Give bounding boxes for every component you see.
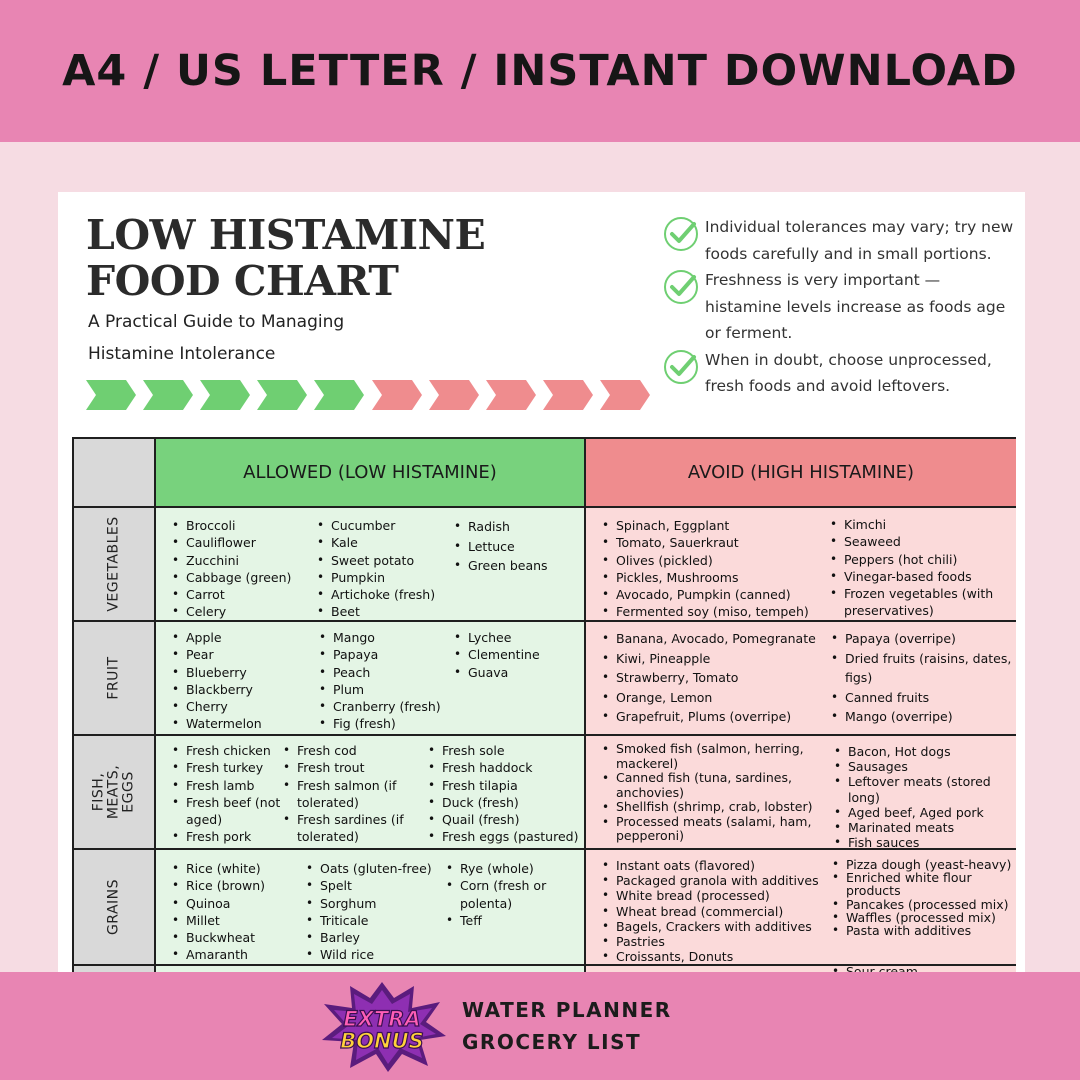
list-item: • Peach xyxy=(317,664,441,681)
table-row-grains xyxy=(74,850,1014,966)
list-item: • Wild rice xyxy=(304,946,432,963)
allowed-list xyxy=(315,517,435,621)
title-line-1: LOW HISTAMINE xyxy=(86,211,486,259)
list-item: • Buckwheat xyxy=(170,929,265,946)
list-item: • Pancakes (processed mix) xyxy=(830,898,1014,911)
list-item: • Wheat bread (commercial) xyxy=(600,904,819,919)
list-item: • Waffles (processed mix) xyxy=(830,911,1014,924)
list-item: • Canned fish (tuna, sardines, anchovies) xyxy=(600,771,815,800)
allowed-list xyxy=(170,742,282,846)
list-item: • Enriched white flour products xyxy=(830,871,1014,897)
list-item: • Shellfish (shrimp, crab, lobster) xyxy=(600,800,815,815)
list-item: • Banana, Avocado, Pomegranate xyxy=(600,629,816,649)
chart-title xyxy=(86,212,506,304)
badge-line-1: EXTRA xyxy=(343,1007,421,1031)
list-item: • Pumpkin xyxy=(315,569,435,586)
list-item: • Carrot xyxy=(170,586,291,603)
avoid-list xyxy=(600,629,816,727)
list-item: • Dried fruits (raisins, dates, figs) xyxy=(829,649,1015,688)
allowed-list xyxy=(452,517,548,576)
list-item: • Cucumber xyxy=(315,517,435,534)
list-item: • Packaged granola with additives xyxy=(600,873,819,888)
badge-line-2: BONUS xyxy=(340,1029,424,1053)
category-cell xyxy=(74,850,156,966)
list-item: • Blackberry xyxy=(170,681,262,698)
list-item: • Avocado, Pumpkin (canned) xyxy=(600,586,809,603)
title-line-2: FOOD CHART xyxy=(86,257,399,305)
category-label: FRUIT xyxy=(105,656,122,700)
list-item: • Fresh turkey xyxy=(170,759,282,776)
list-item: • Cranberry (fresh) xyxy=(317,698,441,715)
list-item: • Kiwi, Pineapple xyxy=(600,649,816,669)
table-row-vegetables xyxy=(74,508,1014,622)
list-item: • Fresh salmon (if tolerated) xyxy=(281,777,424,812)
list-item: • Canned fruits xyxy=(829,688,1015,708)
list-item: • Artichoke (fresh) xyxy=(315,586,435,603)
list-item: • Fresh beef (not aged) xyxy=(170,794,282,829)
list-item: • Zucchini xyxy=(170,552,291,569)
list-item: • Papaya (overripe) xyxy=(829,629,1015,649)
list-item: • Cherry xyxy=(170,698,262,715)
list-item: • Lettuce xyxy=(452,537,548,557)
list-item: • Pastries xyxy=(600,934,819,949)
note-item xyxy=(661,214,1017,267)
list-item: • Fresh eggs (pastured) xyxy=(426,828,578,845)
allowed-list xyxy=(444,860,574,929)
avoid-list xyxy=(600,742,815,844)
list-item: • Fish sauces xyxy=(832,835,1012,850)
avoid-cell xyxy=(586,508,1016,622)
list-item: • Watermelon xyxy=(170,715,262,732)
list-item: • Kimchi xyxy=(828,516,1014,533)
list-item: • Clementine xyxy=(452,646,540,663)
avoid-list xyxy=(829,629,1015,727)
avoid-cell xyxy=(586,736,1016,850)
list-item: • Peppers (hot chili) xyxy=(828,551,1014,568)
list-item: • Celery xyxy=(170,603,291,620)
list-item: • Papaya xyxy=(317,646,441,663)
note-text: Individual tolerances may vary; try new foods carefully and in small portions. xyxy=(705,218,1014,263)
list-item: • Guava xyxy=(452,664,540,681)
list-item: • Sweet potato xyxy=(315,552,435,569)
list-item: • White bread (processed) xyxy=(600,888,819,903)
subtitle-line-2: Histamine Intolerance xyxy=(88,344,276,364)
list-item: • Tomato, Sauerkraut xyxy=(600,534,809,551)
list-item: • Smoked fish (salmon, herring, mackerel) xyxy=(600,742,815,771)
allowed-cell xyxy=(156,850,586,966)
table-corner xyxy=(74,439,156,508)
list-item: • Croissants, Donuts xyxy=(600,949,819,964)
avoid-list xyxy=(832,744,1012,850)
list-item: • Amaranth xyxy=(170,946,265,963)
category-cell xyxy=(74,736,156,850)
list-item: • Leftover meats (stored long) xyxy=(832,774,1012,804)
allowed-list xyxy=(170,860,265,964)
list-item: • Fresh sole xyxy=(426,742,578,759)
list-item: • Oats (gluten-free) xyxy=(304,860,432,877)
allowed-list xyxy=(426,742,578,846)
avoid-cell xyxy=(586,622,1016,736)
chart-subtitle xyxy=(88,306,418,370)
list-item: • Rye (whole) xyxy=(444,860,574,877)
note-item xyxy=(661,347,1017,400)
list-item: • Rice (white) xyxy=(170,860,265,877)
table-row-fish-meats-eggs xyxy=(74,736,1014,850)
avoid-list xyxy=(600,517,809,621)
list-item: • Cabbage (green) xyxy=(170,569,291,586)
category-label: VEGETABLES xyxy=(105,516,122,612)
allowed-list xyxy=(281,742,424,846)
extra-bonus-badge xyxy=(316,980,448,1074)
avoid-cell xyxy=(586,850,1016,966)
list-item: • Radish xyxy=(452,517,548,537)
allowed-list xyxy=(170,629,262,733)
list-item: • Spinach, Eggplant xyxy=(600,517,809,534)
list-item: • Marinated meats xyxy=(832,820,1012,835)
table-row-fruit xyxy=(74,622,1014,736)
category-label: FISH, MEATS, EGGS xyxy=(90,764,137,820)
list-item: • Quinoa xyxy=(170,895,265,912)
check-icon xyxy=(663,269,699,305)
list-item: • Cauliflower xyxy=(170,534,291,551)
note-text: Freshness is very important — histamine levels increase as foods age or ferment. xyxy=(705,271,1006,342)
allowed-cell xyxy=(156,736,586,850)
list-item: • Fresh tilapia xyxy=(426,777,578,794)
allowed-list xyxy=(170,517,291,621)
list-item: • Orange, Lemon xyxy=(600,688,816,708)
list-item: • Processed meats (salami, ham, pepperoni) xyxy=(600,815,815,844)
allowed-cell xyxy=(156,508,586,622)
list-item: • Mango xyxy=(317,629,441,646)
category-label: GRAINS xyxy=(105,878,122,936)
notes-list xyxy=(661,214,1017,400)
avoid-list xyxy=(830,858,1014,937)
list-item: • Strawberry, Tomato xyxy=(600,668,816,688)
list-item: • Aged beef, Aged pork xyxy=(832,805,1012,820)
list-item: • Apple xyxy=(170,629,262,646)
list-item: • Frozen vegetables (with preservatives) xyxy=(828,585,1014,620)
list-item: • Pear xyxy=(170,646,262,663)
list-item: • Teff xyxy=(444,912,574,929)
top-banner xyxy=(0,0,1080,142)
list-item: • Olives (pickled) xyxy=(600,552,809,569)
list-item: • Fresh haddock xyxy=(426,759,578,776)
list-item: • Quail (fresh) xyxy=(426,811,578,828)
list-item: • Duck (fresh) xyxy=(426,794,578,811)
bonus-item-grocery-list: GROCERY LIST xyxy=(462,1030,642,1054)
list-item: • Beet xyxy=(315,603,435,620)
list-item: • Vinegar-based foods xyxy=(828,568,1014,585)
list-item: • Kale xyxy=(315,534,435,551)
note-item xyxy=(661,267,1017,347)
check-icon xyxy=(663,349,699,385)
list-item: • Fresh sardines (if tolerated) xyxy=(281,811,424,846)
list-item: • Seaweed xyxy=(828,533,1014,550)
list-item: • Fresh pork xyxy=(170,828,282,845)
list-item: • Fermented soy (miso, tempeh) xyxy=(600,603,809,620)
list-item: • Sausages xyxy=(832,759,1012,774)
subtitle-line-1: A Practical Guide to Managing xyxy=(88,312,345,332)
list-item: • Corn (fresh or polenta) xyxy=(444,877,574,912)
allowed-cell xyxy=(156,622,586,736)
list-item: • Blueberry xyxy=(170,664,262,681)
allowed-list xyxy=(304,860,432,964)
avoid-header: AVOID (HIGH HISTAMINE) xyxy=(586,439,1016,508)
list-item: • Spelt xyxy=(304,877,432,894)
list-item: • Triticale xyxy=(304,912,432,929)
list-item: • Fresh cod xyxy=(281,742,424,759)
allowed-header: ALLOWED (LOW HISTAMINE) xyxy=(156,439,586,508)
list-item: • Fig (fresh) xyxy=(317,715,441,732)
chart-sheet xyxy=(58,192,1025,982)
chevron-divider xyxy=(86,380,651,410)
list-item: • Bacon, Hot dogs xyxy=(832,744,1012,759)
avoid-list xyxy=(828,516,1014,620)
check-icon xyxy=(663,216,699,252)
list-item: • Plum xyxy=(317,681,441,698)
list-item: • Pasta with additives xyxy=(830,924,1014,937)
allowed-list xyxy=(317,629,441,733)
list-item: • Barley xyxy=(304,929,432,946)
food-table xyxy=(72,437,1016,982)
bonus-item-water-planner: WATER PLANNER xyxy=(462,998,672,1022)
list-item: • Mango (overripe) xyxy=(829,707,1015,727)
category-cell xyxy=(74,622,156,736)
list-item: • Fresh chicken xyxy=(170,742,282,759)
list-item: • Instant oats (flavored) xyxy=(600,858,819,873)
banner-text: A4 / US LETTER / INSTANT DOWNLOAD xyxy=(62,46,1018,96)
category-cell xyxy=(74,508,156,622)
list-item: • Broccoli xyxy=(170,517,291,534)
list-item: • Pickles, Mushrooms xyxy=(600,569,809,586)
list-item: • Pizza dough (yeast-heavy) xyxy=(830,858,1014,871)
list-item: • Grapefruit, Plums (overripe) xyxy=(600,707,816,727)
list-item: • Fresh lamb xyxy=(170,777,282,794)
list-item: • Green beans xyxy=(452,556,548,576)
list-item: • Lychee xyxy=(452,629,540,646)
list-item: • Millet xyxy=(170,912,265,929)
list-item: • Rice (brown) xyxy=(170,877,265,894)
list-item: • Fresh trout xyxy=(281,759,424,776)
list-item: • Bagels, Crackers with additives xyxy=(600,919,819,934)
bonus-items xyxy=(462,994,672,1058)
avoid-list xyxy=(600,858,819,964)
list-item: • Sorghum xyxy=(304,895,432,912)
note-text: When in doubt, choose unprocessed, fresh foods and avoid leftovers. xyxy=(705,350,992,395)
allowed-list xyxy=(452,629,540,681)
